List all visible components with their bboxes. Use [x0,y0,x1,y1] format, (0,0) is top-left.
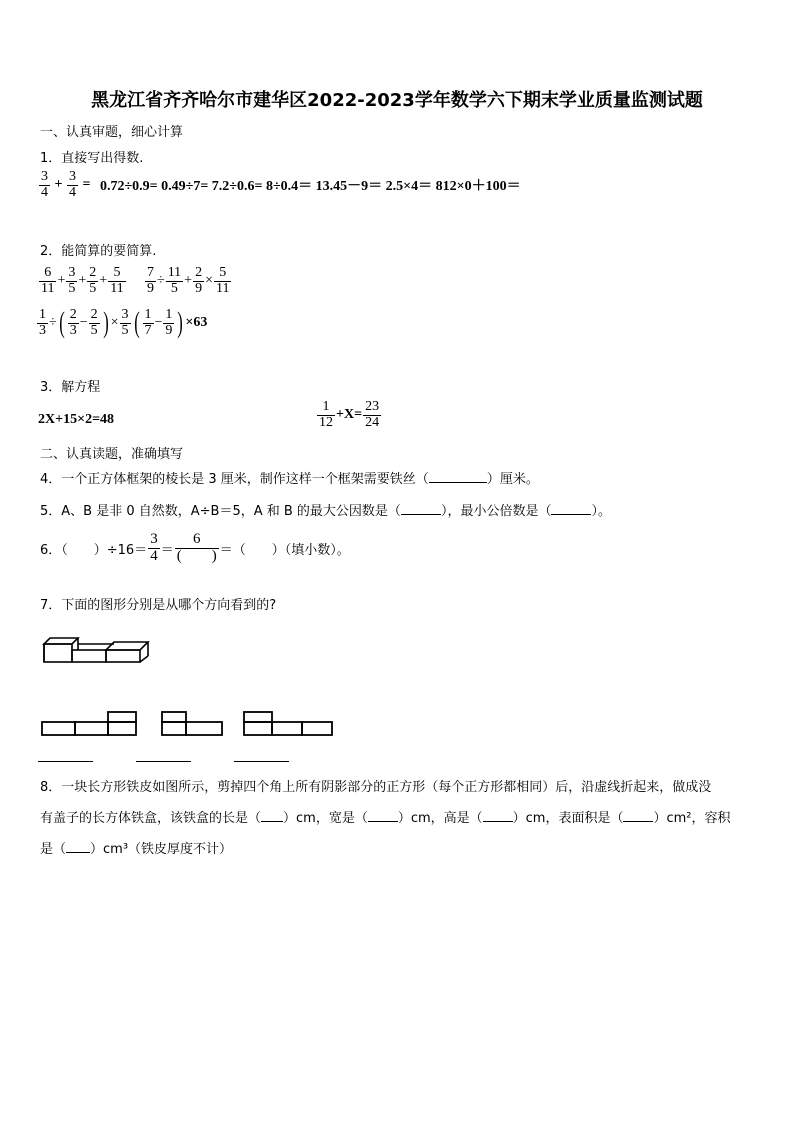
question-5: 5．A、B 是非 0 自然数，A÷B＝5，A 和 B 的最大公因数是（ ），最小公倍数是（ ）。 [40,504,611,519]
section-1-heading: 一、认真审题，细心计算 [40,125,184,140]
question-4: 4．一个正方体框架的棱长是 3 厘米，制作这样一个框架需要铁丝（ ）厘米。 [40,472,539,487]
question-2-expr-2: $\frac{7}{9}$ ÷ $\frac{11}{5}$ + $\frac{2}{9}$ × $\frac{5}{11}$ [147,265,230,296]
question-8-line-2: 有盖子的长方体铁盒，该铁盒的长是（ ）cm，宽是（ ）cm，高是（ ）cm，表面积是（ ）cm²，容积 [40,811,731,826]
question-7-label: 7．下面的图形分别是从哪个方向看到的? [40,598,277,613]
question-3-label: 3．解方程 [40,380,101,395]
answer-blank[interactable] [368,821,398,822]
question-2-expr-1: $\frac{6}{11}$ + $\frac{3}{5}$ + $\frac{2}{5}$ + $\frac{5}{11}$ [41,265,124,296]
answer-blank[interactable] [623,821,653,822]
answer-line-3[interactable] [234,761,289,762]
question-2-label: 2．能简算的要简算. [40,244,157,259]
section-2-heading: 二、认真读题，准确填写 [40,447,184,462]
fraction: $\frac{3}{4}$ [41,169,48,200]
page-title: 黑龙江省齐齐哈尔市建华区2022-2023学年数学六下期末学业质量监测试题 [91,90,703,111]
answer-blank[interactable] [66,852,90,853]
question-8-line-3: 是（ ）cm³（铁皮厚度不计） [40,842,233,857]
answer-blank[interactable] [551,514,591,515]
cube-stack-figure [40,630,160,666]
view-figures [40,710,340,738]
answer-blank[interactable] [261,821,283,822]
question-6: 6．（ ）÷16＝ $\frac{3}{4}$ ＝ $\frac{6}{( )}$ ＝（ ）（填小数）。 [40,531,350,564]
answer-blank[interactable] [401,514,441,515]
question-1-rest: 0.72÷0.9= 0.49÷7= 7.2÷0.6= 8÷0.4＝ 13.45－9＝ 2.5×4＝ 812×0＋100＝ [99,179,521,195]
question-1-expressions: $\frac{3}{4}$ + $\frac{3}{4}$ = 0.72÷0.9= 0.49÷7= 7.2÷0.6= 8÷0.4＝ 13.45－9＝ 2.5×4＝ 812×0＋100＝ [41,169,521,200]
answer-blank[interactable] [483,821,513,822]
equation-2: $\frac{1}{12}$ +X= $\frac{23}{24}$ [319,399,380,430]
answer-line-1[interactable] [38,761,93,762]
fraction: $\frac{3}{4}$ [68,169,76,200]
question-2-expr-3: $\frac{1}{3}$ ÷( $\frac{2}{3}$ − $\frac{2}{5}$ ) × $\frac{3}{5}$ ( $\frac{1}{7}$ − $\frac{1}{9}$ ) ×63 [39,306,208,340]
equation-1: 2X+15×2=48 [38,412,115,427]
question-1-label: 1．直接写出得数. [40,151,144,166]
question-8-line-1: 8．一块长方形铁皮如图所示，剪掉四个角上所有阴影部分的正方形（每个正方形都相同）后，沿虚线折起来，做成没 [40,780,712,795]
answer-blank[interactable] [429,482,487,483]
answer-line-2[interactable] [136,761,191,762]
